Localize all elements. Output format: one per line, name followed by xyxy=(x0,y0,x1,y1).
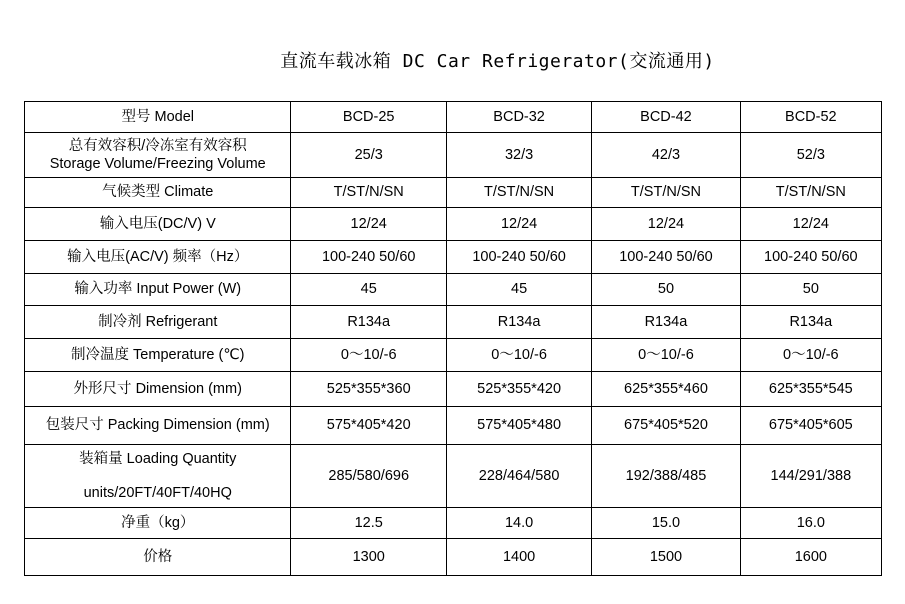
value-cell: 14.0 xyxy=(446,508,591,539)
value-cell: 625*355*545 xyxy=(740,372,881,407)
row-label: 输入电压(DC/V) V xyxy=(25,208,291,241)
table-row-ac-voltage xyxy=(25,241,882,274)
row-label-line: 装箱量 Loading Quantity xyxy=(79,450,237,467)
value-cell: 15.0 xyxy=(592,508,740,539)
table-row-dc-voltage xyxy=(25,208,882,241)
header-label: 型号 Model xyxy=(25,102,291,133)
row-label xyxy=(25,133,291,178)
row-label: 净重（kg） xyxy=(25,508,291,539)
table-row-temperature xyxy=(25,339,882,372)
table-row-refrigerant xyxy=(25,306,882,339)
value-cell: 32/3 xyxy=(446,133,591,178)
value-cell: R134a xyxy=(291,306,446,339)
value-cell: 575*405*420 xyxy=(291,407,446,445)
value-cell: 525*355*360 xyxy=(291,372,446,407)
value-cell: 100-240 50/60 xyxy=(740,241,881,274)
table-row-price xyxy=(25,539,882,576)
row-label: 制冷温度 Temperature (℃) xyxy=(25,339,291,372)
value-cell: 52/3 xyxy=(740,133,881,178)
row-label: 外形尺寸 Dimension (mm) xyxy=(25,372,291,407)
value-cell: 45 xyxy=(291,274,446,306)
value-cell: 100-240 50/60 xyxy=(291,241,446,274)
document-title: 直流车载冰箱 DC Car Refrigerator(交流通用) xyxy=(280,51,715,72)
value-cell: 12/24 xyxy=(291,208,446,241)
value-cell: T/ST/N/SN xyxy=(592,178,740,208)
value-cell: 0～10/-6 xyxy=(291,339,446,372)
value-cell: 1500 xyxy=(592,539,740,576)
value-cell: R134a xyxy=(446,306,591,339)
value-cell: 1600 xyxy=(740,539,881,576)
row-label-line: Storage Volume/Freezing Volume xyxy=(49,156,266,172)
table-row-climate xyxy=(25,178,882,208)
header-row xyxy=(25,102,882,133)
value-cell: 12/24 xyxy=(740,208,881,241)
value-cell: 1300 xyxy=(291,539,446,576)
table-row-storage-volume xyxy=(25,133,882,178)
value-cell: 100-240 50/60 xyxy=(592,241,740,274)
value-cell: 12/24 xyxy=(592,208,740,241)
value-cell: 12/24 xyxy=(446,208,591,241)
value-cell: 25/3 xyxy=(291,133,446,178)
model-cell: BCD-42 xyxy=(592,102,740,133)
value-cell: 625*355*460 xyxy=(592,372,740,407)
value-cell: 228/464/580 xyxy=(446,445,591,508)
value-cell: 12.5 xyxy=(291,508,446,539)
value-cell: 1400 xyxy=(446,539,591,576)
value-cell: 675*405*605 xyxy=(740,407,881,445)
value-cell: 144/291/388 xyxy=(740,445,881,508)
value-cell: 0～10/-6 xyxy=(740,339,881,372)
value-cell: R134a xyxy=(740,306,881,339)
row-label: 输入电压(AC/V) 频率（Hz） xyxy=(25,241,291,274)
table-row-net-weight xyxy=(25,508,882,539)
value-cell: 575*405*480 xyxy=(446,407,591,445)
table-row-loading-quantity xyxy=(25,445,882,508)
row-label: 价格 xyxy=(25,539,291,576)
value-cell: 0～10/-6 xyxy=(446,339,591,372)
table-row-input-power xyxy=(25,274,882,306)
value-cell: 192/388/485 xyxy=(592,445,740,508)
row-label-line: units/20FT/40FT/40HQ xyxy=(83,485,232,501)
value-cell: T/ST/N/SN xyxy=(446,178,591,208)
value-cell: 50 xyxy=(740,274,881,306)
spec-table xyxy=(24,101,882,576)
value-cell: 100-240 50/60 xyxy=(446,241,591,274)
value-cell: T/ST/N/SN xyxy=(740,178,881,208)
row-label-line: 总有效容积/冷冻室有效容积 xyxy=(68,137,247,154)
value-cell: T/ST/N/SN xyxy=(291,178,446,208)
row-label: 制冷剂 Refrigerant xyxy=(25,306,291,339)
model-cell: BCD-25 xyxy=(291,102,446,133)
value-cell: 0～10/-6 xyxy=(592,339,740,372)
value-cell: R134a xyxy=(592,306,740,339)
value-cell: 675*405*520 xyxy=(592,407,740,445)
row-label xyxy=(25,445,291,508)
row-label: 包装尺寸 Packing Dimension (mm) xyxy=(25,407,291,445)
row-label: 输入功率 Input Power (W) xyxy=(25,274,291,306)
table-row-packing-dimension xyxy=(25,407,882,445)
table-row-dimension xyxy=(25,372,882,407)
value-cell: 285/580/696 xyxy=(291,445,446,508)
value-cell: 45 xyxy=(446,274,591,306)
value-cell: 16.0 xyxy=(740,508,881,539)
model-cell: BCD-32 xyxy=(446,102,591,133)
value-cell: 525*355*420 xyxy=(446,372,591,407)
row-label: 气候类型 Climate xyxy=(25,178,291,208)
value-cell: 42/3 xyxy=(592,133,740,178)
model-cell: BCD-52 xyxy=(740,102,881,133)
value-cell: 50 xyxy=(592,274,740,306)
